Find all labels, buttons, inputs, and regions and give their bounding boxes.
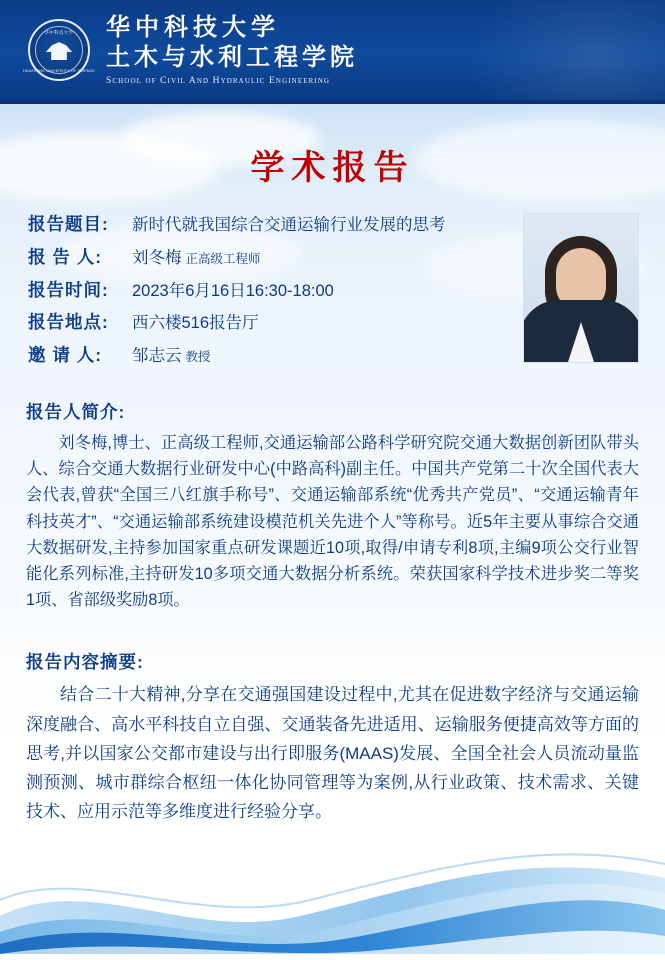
info-row-location xyxy=(28,309,517,335)
info-label: 报告时间: xyxy=(28,279,109,300)
info-label: 报 告 人: xyxy=(28,246,103,267)
footer-edge xyxy=(0,954,665,960)
info-row-time xyxy=(28,277,517,303)
poster-header xyxy=(0,0,665,100)
speaker-name: 刘冬梅 xyxy=(132,248,182,267)
info-row-host xyxy=(28,342,517,368)
host-title: 教授 xyxy=(185,350,211,365)
poster-content xyxy=(0,104,665,827)
info-label: 报告地点: xyxy=(28,312,109,333)
poster-body xyxy=(0,104,665,960)
info-table xyxy=(26,211,517,375)
info-row-topic xyxy=(28,211,517,237)
abstract-section xyxy=(26,649,639,826)
header-text-block xyxy=(106,14,358,86)
university-name: 华中科技大学 xyxy=(106,14,280,42)
seal-bottom-text: HUAZHONG UNIVERSITY OF SCIENCE xyxy=(22,69,96,73)
info-label: 邀 请 人: xyxy=(28,345,103,366)
wave-decoration xyxy=(0,820,665,960)
school-name: 土木与水利工程学院 xyxy=(106,44,358,72)
info-value: 2023年6月16日16:30-18:00 xyxy=(132,281,334,300)
poster-title: 学术报告 xyxy=(250,148,415,188)
biography-section xyxy=(26,399,639,614)
school-name-english: School of Civil And Hydraulic Engineering xyxy=(106,75,331,86)
info-value xyxy=(132,247,517,270)
biography-heading: 报告人简介: xyxy=(26,401,126,422)
biography-text: 刘冬梅,博士、正高级工程师,交通运输部公路科学研究院交通大数据创新团队带头人、综合交通大数据行业研发中心(中路高科)副主任。中国共产党第二十次全国代表大会代表,曾获“全国三八红旗手称号”、交通运输部系统“优秀共产党员”、“交通运输青年科技英才”、“交通运输部系统建设模范机关先进个人”等称号。近5年主要从事综合交通大数据研发,主持参加国家重点研发课题近10项,取得/申请专利8项,主编9项公交行业智能化系列标准,主持研发10多项交通大数据分析系统。荣获国家科学技术进步奖二等奖1项、省部级奖励8项。 xyxy=(26,433,639,610)
info-value xyxy=(132,345,517,368)
info-label: 报告题目: xyxy=(28,214,109,234)
seal-top-text: 华中科技大学 xyxy=(44,30,74,35)
speaker-title: 正高级工程师 xyxy=(185,251,261,266)
abstract-heading: 报告内容摘要: xyxy=(26,652,144,673)
host-name: 邹志云 xyxy=(132,347,182,366)
seal-emblem-icon xyxy=(46,42,72,60)
info-value: 新时代就我国综合交通运输行业发展的思考 xyxy=(132,216,446,234)
info-row-speaker xyxy=(28,244,517,270)
abstract-text: 结合二十大精神,分享在交通强国建设过程中,尤其在促进数字经济与交通运输深度融合、高水平科技自立自强、交通装备先进适用、运输服务便捷高效等方面的思考,并以国家公交都市建设与出行即服务(MAAS)发展、全国全社会人员流动量监测预测、城市群综合枢纽一体化协同管理等为案例,从行业政策、技术需求、关键技术、应用示范等多维度进行经验分享。 xyxy=(26,685,639,822)
university-seal-icon xyxy=(22,19,96,81)
info-section xyxy=(26,211,639,375)
speaker-photo xyxy=(523,213,639,363)
info-value: 西六楼516报告厅 xyxy=(132,314,259,333)
